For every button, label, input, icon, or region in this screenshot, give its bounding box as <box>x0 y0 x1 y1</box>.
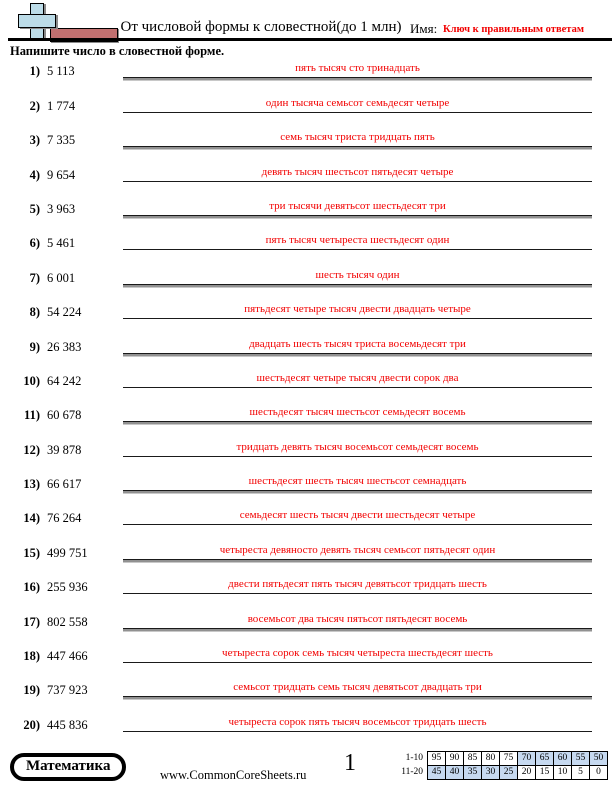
problem-value: 26 383 <box>47 339 82 354</box>
score-cell: 35 <box>463 765 482 780</box>
answer-text: двадцать шесть тысяч триста восемьдесят три <box>249 337 466 350</box>
problem-row <box>10 293 592 327</box>
problem-row <box>10 568 592 602</box>
score-cell: 55 <box>571 751 590 766</box>
problem-number: 7) <box>29 270 40 285</box>
score-range-label: 11-20 <box>401 767 423 777</box>
score-cell: 70 <box>517 751 536 766</box>
problem-value: 60 678 <box>47 408 82 423</box>
problem-number: 1) <box>29 64 40 79</box>
score-cell: 20 <box>517 765 536 780</box>
problem-value: 9 654 <box>47 167 76 182</box>
score-cell: 85 <box>463 751 482 766</box>
website-link[interactable]: www.CommonCoreSheets.ru <box>160 768 307 782</box>
answer-blank[interactable] <box>123 677 592 697</box>
answer-blank[interactable] <box>123 196 592 216</box>
answer-text: шестьдесят шесть тысяч шестьсот семнадцать <box>248 475 467 488</box>
answer-text: семь тысяч триста тридцать пять <box>280 131 435 144</box>
answer-blank[interactable] <box>123 643 592 663</box>
answer-text: восемьсот два тысяч пятьсот пятьдесят восемь <box>247 612 468 625</box>
problem-value: 445 836 <box>47 717 88 732</box>
problem-number: 16) <box>23 580 40 595</box>
answer-text: тридцать девять тысяч восемьсот семьдесят восемь <box>236 440 479 453</box>
score-range-label: 1-10 <box>405 753 423 763</box>
logo-plus-icon <box>31 15 43 27</box>
answer-text: один тысяча семьсот семьдесят четыре <box>265 96 450 109</box>
problem-row <box>10 465 592 499</box>
answer-blank[interactable] <box>123 162 592 182</box>
problem-number: 18) <box>23 649 40 664</box>
problem-row <box>10 224 592 258</box>
answer-blank[interactable] <box>123 505 592 525</box>
problem-number: 14) <box>23 511 40 526</box>
score-table-row <box>391 751 608 766</box>
problem-value: 802 558 <box>47 614 88 629</box>
problem-number: 2) <box>29 98 40 113</box>
page-number: 1 <box>344 750 356 776</box>
problem-number: 4) <box>29 167 40 182</box>
problem-row <box>10 533 592 567</box>
answer-text: шесть тысяч один <box>315 268 400 281</box>
problem-row <box>10 671 592 705</box>
problem-number: 12) <box>23 442 40 457</box>
score-table-row <box>391 765 608 780</box>
problem-number: 10) <box>23 373 40 388</box>
score-cell: 75 <box>499 751 518 766</box>
problem-value: 499 751 <box>47 545 88 560</box>
problem-value: 5 113 <box>47 64 75 79</box>
answer-key-label: Ключ к правильным ответам <box>443 24 584 35</box>
answer-blank[interactable] <box>123 368 592 388</box>
score-cell: 5 <box>571 765 590 780</box>
answer-blank[interactable] <box>123 299 592 319</box>
page-title: От числовой формы к словестной(до 1 млн) <box>120 19 402 35</box>
header-divider <box>8 38 612 41</box>
problem-row <box>10 705 592 739</box>
problem-number: 20) <box>23 717 40 732</box>
subject-badge <box>10 753 126 781</box>
score-cell: 65 <box>535 751 554 766</box>
score-cell: 40 <box>445 765 464 780</box>
score-cell: 90 <box>445 751 464 766</box>
problem-row <box>10 602 592 636</box>
answer-blank[interactable] <box>123 127 592 147</box>
answer-text: четыреста девяносто девять тысяч семьсот пятьдесят один <box>219 543 496 556</box>
answer-blank[interactable] <box>123 402 592 422</box>
instruction-text: Напишите число в словестной форме. <box>10 44 225 58</box>
problem-row <box>10 258 592 292</box>
score-cell: 10 <box>553 765 572 780</box>
score-cell: 45 <box>427 765 446 780</box>
problem-number: 9) <box>29 339 40 354</box>
problem-row <box>10 86 592 120</box>
problem-number: 11) <box>24 408 40 423</box>
problem-value: 3 963 <box>47 201 76 216</box>
answer-blank[interactable] <box>123 540 592 560</box>
problem-value: 1 774 <box>47 98 76 113</box>
score-cell: 95 <box>427 751 446 766</box>
problem-row <box>10 52 592 86</box>
score-cell: 15 <box>535 765 554 780</box>
score-cell: 60 <box>553 751 572 766</box>
answer-blank[interactable] <box>123 58 592 78</box>
problem-value: 64 242 <box>47 373 82 388</box>
answer-text: пятьдесят четыре тысяч двести двадцать четыре <box>244 303 471 316</box>
problem-value: 6 001 <box>47 270 76 285</box>
problem-value: 447 466 <box>47 649 88 664</box>
problem-number: 3) <box>29 133 40 148</box>
answer-blank[interactable] <box>123 609 592 629</box>
answer-text: девять тысяч шестьсот пятьдесят четыре <box>261 165 454 178</box>
score-table <box>391 751 608 780</box>
answer-blank[interactable] <box>123 230 592 250</box>
problem-value: 39 878 <box>47 442 82 457</box>
answer-text: двести пятьдесят пять тысяч девятьсот тридцать шесть <box>228 578 487 591</box>
answer-blank[interactable] <box>123 712 592 732</box>
problem-row <box>10 121 592 155</box>
score-cell: 50 <box>589 751 608 766</box>
answer-text: шестьдесят четыре тысяч двести сорок два <box>256 371 459 384</box>
problem-value: 5 461 <box>47 236 76 251</box>
problem-number: 15) <box>23 545 40 560</box>
problem-number: 5) <box>29 201 40 216</box>
problem-value: 7 335 <box>47 133 76 148</box>
name-label: Имя: <box>410 21 438 36</box>
problems-list <box>10 52 592 740</box>
answer-blank[interactable] <box>123 574 592 594</box>
problem-value: 255 936 <box>47 580 88 595</box>
problem-value: 737 923 <box>47 683 88 698</box>
answer-text: шестьдесят тысяч шестьсот семьдесят восемь <box>249 406 466 419</box>
problem-row <box>10 155 592 189</box>
answer-text: пять тысяч четыреста шестьдесят один <box>265 234 450 247</box>
answer-text: семьдесят шесть тысяч двести шестьдесят четыре <box>239 509 476 522</box>
subject-badge-label: Математика <box>26 758 111 774</box>
problem-row <box>10 430 592 464</box>
problem-row <box>10 190 592 224</box>
answer-text: три тысячи девятьсот шестьдесят три <box>269 199 446 212</box>
answer-text: пять тысяч сто тринадцать <box>295 62 420 75</box>
problem-number: 17) <box>23 614 40 629</box>
problem-row <box>10 327 592 361</box>
problem-value: 76 264 <box>47 511 82 526</box>
problem-value: 54 224 <box>47 305 82 320</box>
problem-row <box>10 396 592 430</box>
score-cell: 0 <box>589 765 608 780</box>
problem-row <box>10 637 592 671</box>
problem-number: 6) <box>29 236 40 251</box>
answer-blank[interactable] <box>123 471 592 491</box>
score-cell: 80 <box>481 751 500 766</box>
score-cell: 30 <box>481 765 500 780</box>
answer-blank[interactable] <box>123 334 592 354</box>
answer-blank[interactable] <box>123 93 592 113</box>
score-cell: 25 <box>499 765 518 780</box>
problem-number: 8) <box>29 305 40 320</box>
problem-row <box>10 499 592 533</box>
answer-text: четыреста сорок пять тысяч восемьсот тридцать шесть <box>228 715 487 728</box>
answer-blank[interactable] <box>123 265 592 285</box>
answer-text: семьсот тридцать семь тысяч девятьсот двадцать три <box>233 681 482 694</box>
problem-value: 66 617 <box>47 477 82 492</box>
answer-blank[interactable] <box>123 437 592 457</box>
problem-number: 13) <box>23 477 40 492</box>
answer-text: четыреста сорок семь тысяч четыреста шестьдесят шесть <box>222 647 493 660</box>
problem-row <box>10 362 592 396</box>
problem-number: 19) <box>23 683 40 698</box>
